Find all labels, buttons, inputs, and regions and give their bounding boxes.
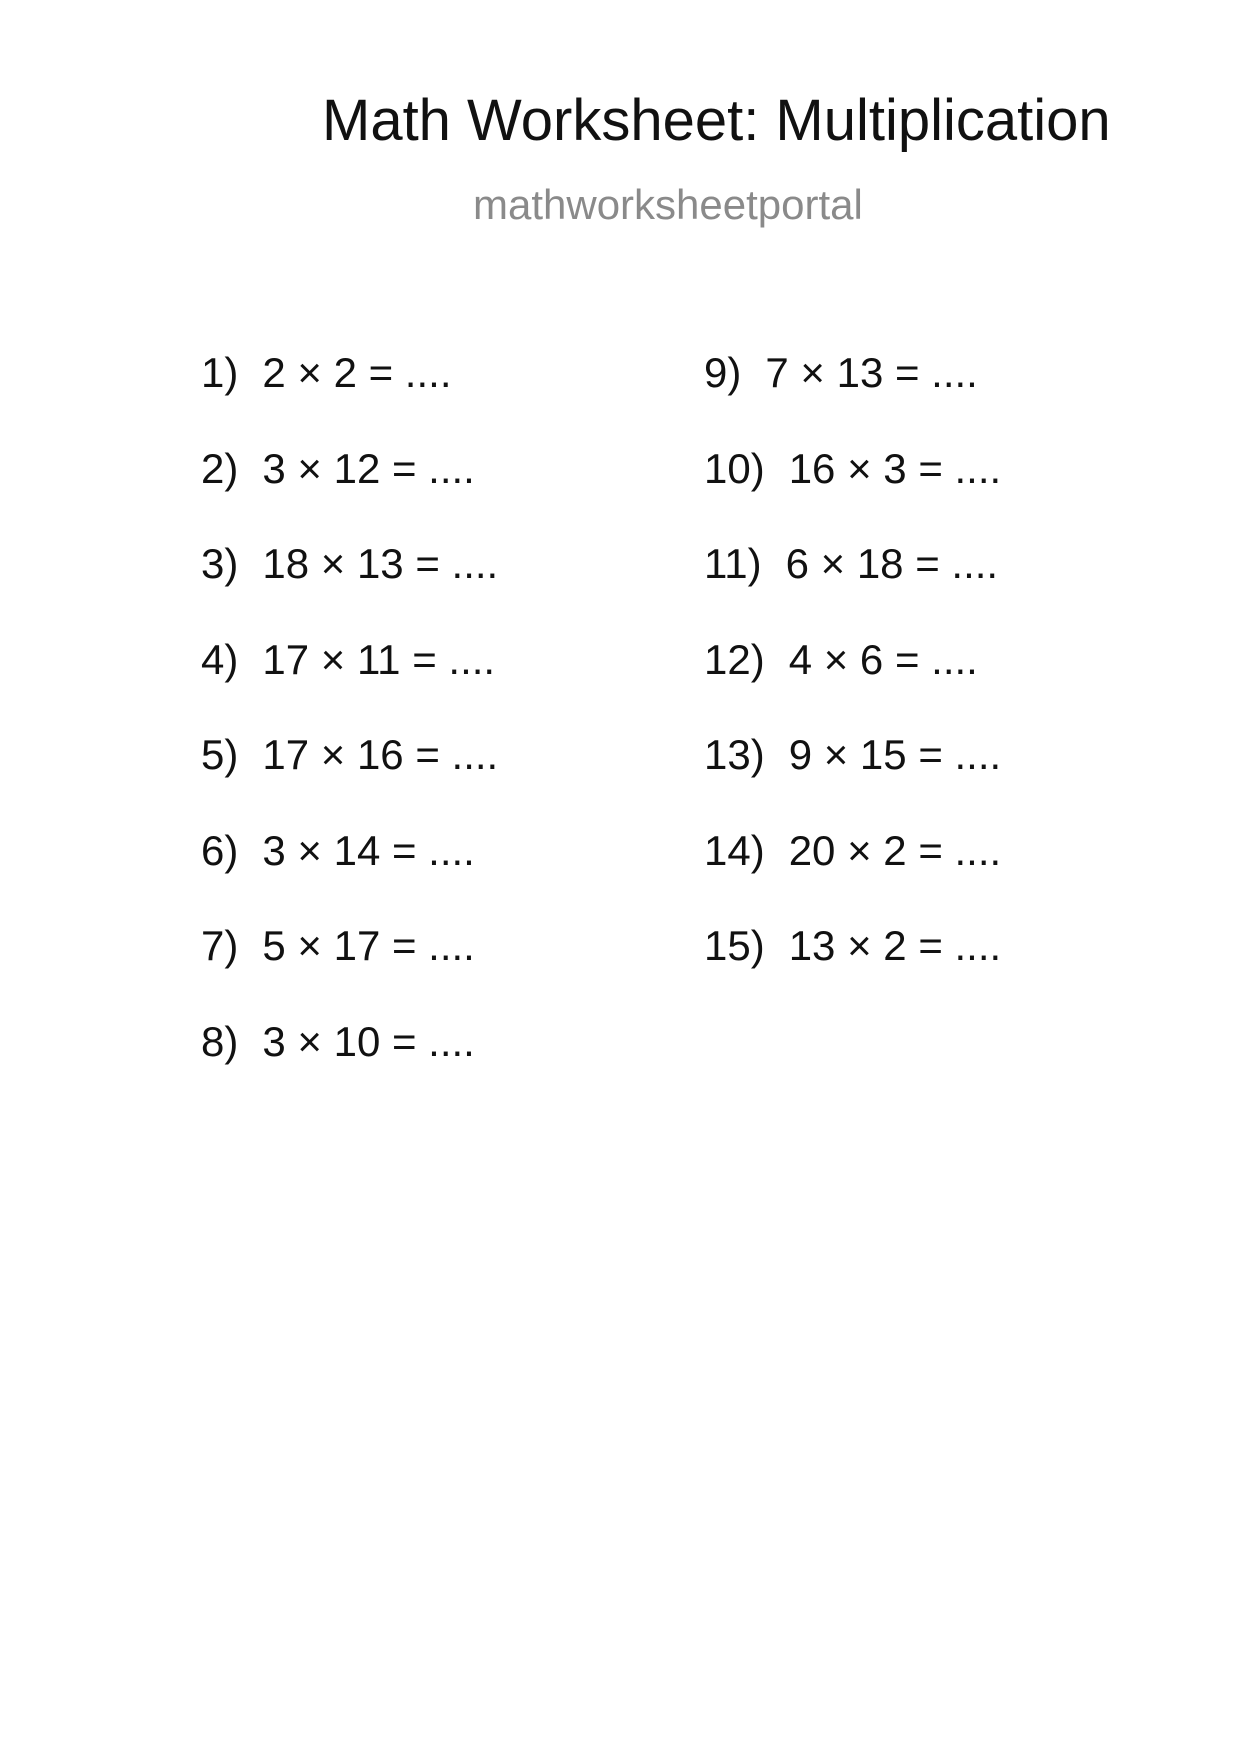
problem-number: 8) xyxy=(201,1017,239,1065)
problem-2 xyxy=(201,444,498,544)
problem-expression: 4 × 6 = .... xyxy=(788,635,978,683)
problem-number: 4) xyxy=(201,635,239,683)
problem-expression: 3 × 14 = .... xyxy=(262,826,475,874)
problem-expression: 20 × 2 = .... xyxy=(788,826,1002,874)
problem-10 xyxy=(704,444,1002,544)
problem-6 xyxy=(201,826,498,926)
problem-expression: 18 × 13 = .... xyxy=(262,540,499,587)
problem-number: 12) xyxy=(704,635,765,683)
problem-number: 11) xyxy=(704,540,762,587)
problem-1 xyxy=(201,349,498,448)
problem-5 xyxy=(201,731,499,830)
problem-13 xyxy=(704,731,1002,830)
problem-4 xyxy=(201,635,498,735)
problem-number: 10) xyxy=(704,444,765,492)
problem-expression: 16 × 3 = .... xyxy=(788,444,1002,492)
problem-number: 9) xyxy=(704,349,742,396)
problem-expression: 7 × 13 = .... xyxy=(765,349,978,396)
problem-3 xyxy=(201,540,499,639)
problem-14 xyxy=(704,826,1002,926)
worksheet-title: Math Worksheet: Multiplication xyxy=(322,88,1111,153)
problem-8 xyxy=(201,1017,498,1117)
problem-15 xyxy=(704,922,1002,1021)
problem-number: 5) xyxy=(201,731,239,778)
problem-expression: 6 × 18 = .... xyxy=(785,540,999,587)
problem-number: 13) xyxy=(704,731,765,778)
problem-number: 7) xyxy=(201,922,239,969)
problem-7 xyxy=(201,922,498,1021)
problem-11 xyxy=(704,540,1001,639)
problem-number: 1) xyxy=(201,349,239,396)
problem-9 xyxy=(704,349,1001,448)
problem-expression: 13 × 2 = .... xyxy=(788,922,1002,969)
problem-expression: 17 × 16 = .... xyxy=(262,731,499,778)
worksheet-subtitle: mathworksheetportal xyxy=(473,181,863,228)
problem-number: 15) xyxy=(704,922,765,969)
problem-expression: 3 × 10 = .... xyxy=(262,1017,475,1065)
problem-number: 3) xyxy=(201,540,239,587)
problem-number: 2) xyxy=(201,444,239,492)
problem-expression: 3 × 12 = .... xyxy=(262,444,475,492)
problem-column-left xyxy=(201,349,499,1116)
problem-12 xyxy=(704,635,1001,735)
problem-expression: 2 × 2 = .... xyxy=(262,349,452,396)
problem-column-right xyxy=(704,349,1002,1021)
problem-number: 6) xyxy=(201,826,239,874)
problem-expression: 5 × 17 = .... xyxy=(262,922,475,969)
problem-expression: 17 × 11 = .... xyxy=(262,635,496,683)
problem-expression: 9 × 15 = .... xyxy=(788,731,1002,778)
problem-number: 14) xyxy=(704,826,765,874)
